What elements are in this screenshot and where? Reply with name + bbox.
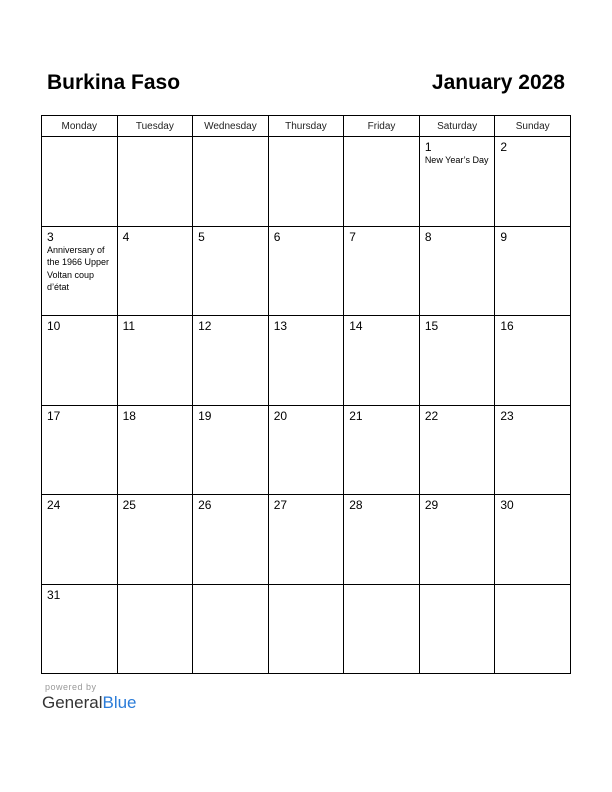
day-cell [117,226,193,316]
day-number: 31 [47,587,61,602]
day-number: 4 [122,229,130,244]
day-cell [268,316,344,406]
day-cell-content [495,585,570,588]
day-cell [419,137,495,227]
day-cell [42,495,118,585]
day-cell-content [420,585,495,588]
day-cell [495,584,571,674]
day-cell-content [118,495,193,512]
day-cell-content [193,137,268,140]
day-cell-content [269,585,344,588]
day-cell-content [344,137,419,140]
day-cell-content [118,316,193,333]
day-number: 23 [500,408,514,423]
day-number: 9 [500,229,508,244]
day-cell-content [193,495,268,512]
day-cell-content [193,227,268,244]
day-cell-content [193,406,268,423]
day-number: 12 [198,319,212,333]
weekday-header: Saturday [419,116,495,137]
day-number: 28 [349,498,363,512]
day-number: 14 [349,319,363,333]
day-cell [495,226,571,316]
day-cell-content [269,406,344,423]
week-row [42,137,571,227]
day-number: 29 [424,498,439,512]
day-cell [419,584,495,674]
week-row [42,226,571,316]
weekday-header: Thursday [268,116,344,137]
day-cell [268,405,344,495]
day-cell [419,495,495,585]
day-cell [193,316,269,406]
powered-by-label: powered by [45,682,97,692]
day-cell-content [344,406,419,423]
day-number: 13 [273,319,288,333]
day-cell [42,584,118,674]
week-row [42,405,571,495]
day-number: 17 [47,408,61,423]
day-cell [344,137,420,227]
day-cell-content [344,585,419,588]
day-number: 24 [47,498,61,512]
day-cell [419,316,495,406]
day-cell [268,584,344,674]
week-row [42,584,571,674]
day-cell-content [118,137,193,140]
day-cell-content [269,227,344,244]
day-cell [419,226,495,316]
day-cell-content [420,316,495,333]
generalblue-logo [42,693,137,713]
weekday-header: Tuesday [117,116,193,137]
day-cell-content [420,227,495,244]
day-cell-content [42,316,117,333]
day-cell-content [118,406,193,423]
day-cell-content [42,137,117,140]
day-cell [117,584,193,674]
day-cell [42,316,118,406]
day-cell-content [420,495,495,512]
day-cell [495,405,571,495]
day-cell-content [495,495,570,512]
weekday-header: Friday [344,116,420,137]
day-cell-content [420,137,495,167]
day-number: 2 [500,140,508,154]
day-cell [344,584,420,674]
day-cell-content [344,227,419,244]
brand-general-text: General [42,693,103,712]
day-cell [42,137,118,227]
day-cell-content [420,406,495,423]
day-cell-content [269,495,344,512]
day-number: 22 [424,408,439,423]
day-cell [193,584,269,674]
week-row [42,495,571,585]
holiday-label: New Year’s Day [424,155,489,165]
day-number: 11 [122,319,136,333]
day-number: 21 [349,408,363,423]
day-cell [193,405,269,495]
day-cell-content [344,495,419,512]
day-cell [268,226,344,316]
day-cell-content [42,585,117,602]
day-number: 1 [424,140,432,154]
day-number: 18 [122,408,136,423]
weekday-header: Monday [42,116,118,137]
day-cell-content [344,316,419,333]
day-number: 20 [273,408,288,423]
day-number: 15 [424,319,439,333]
day-number: 25 [122,498,136,512]
day-cell [117,405,193,495]
day-cell [495,316,571,406]
day-cell-content [193,585,268,588]
day-cell-content [193,316,268,333]
day-cell-content [269,316,344,333]
day-cell [495,495,571,585]
day-cell-content [269,137,344,140]
day-number: 5 [198,229,205,244]
day-cell [268,137,344,227]
day-cell [268,495,344,585]
day-number: 26 [198,498,212,512]
day-cell [193,226,269,316]
holiday-label: Anniversary of the 1966 Upper Voltan coup d’état [47,244,110,292]
day-cell-content [42,406,117,423]
day-cell [117,316,193,406]
day-cell-content [118,227,193,244]
day-number: 16 [500,319,514,333]
day-number: 19 [198,408,212,423]
day-cell-content [495,227,570,244]
day-number: 7 [349,229,356,244]
day-number: 30 [500,498,514,512]
day-cell [344,495,420,585]
calendar-grid [41,115,571,674]
week-row [42,316,571,406]
day-cell [117,137,193,227]
weekday-header: Sunday [495,116,571,137]
day-cell-content [118,585,193,588]
brand-blue-text: Blue [102,693,137,712]
day-cell [344,316,420,406]
day-cell-content [42,227,117,294]
day-cell [495,137,571,227]
weekday-header-row [42,116,571,137]
day-number: 8 [424,229,432,244]
day-cell [344,405,420,495]
country-title: Burkina Faso [47,71,181,94]
day-number: 3 [47,229,54,244]
day-number: 6 [273,229,281,244]
day-cell [419,405,495,495]
day-cell-content [495,406,570,423]
day-cell-content [495,316,570,333]
day-cell [42,226,118,316]
day-cell [193,137,269,227]
day-number: 10 [47,319,61,333]
day-number: 27 [273,498,288,512]
month-year-title: January 2028 [431,71,565,94]
day-cell-content [42,495,117,512]
day-cell [42,405,118,495]
day-cell [193,495,269,585]
day-cell [117,495,193,585]
day-cell [344,226,420,316]
weekday-header: Wednesday [193,116,269,137]
day-cell-content [495,137,570,154]
calendar-body [42,137,571,674]
